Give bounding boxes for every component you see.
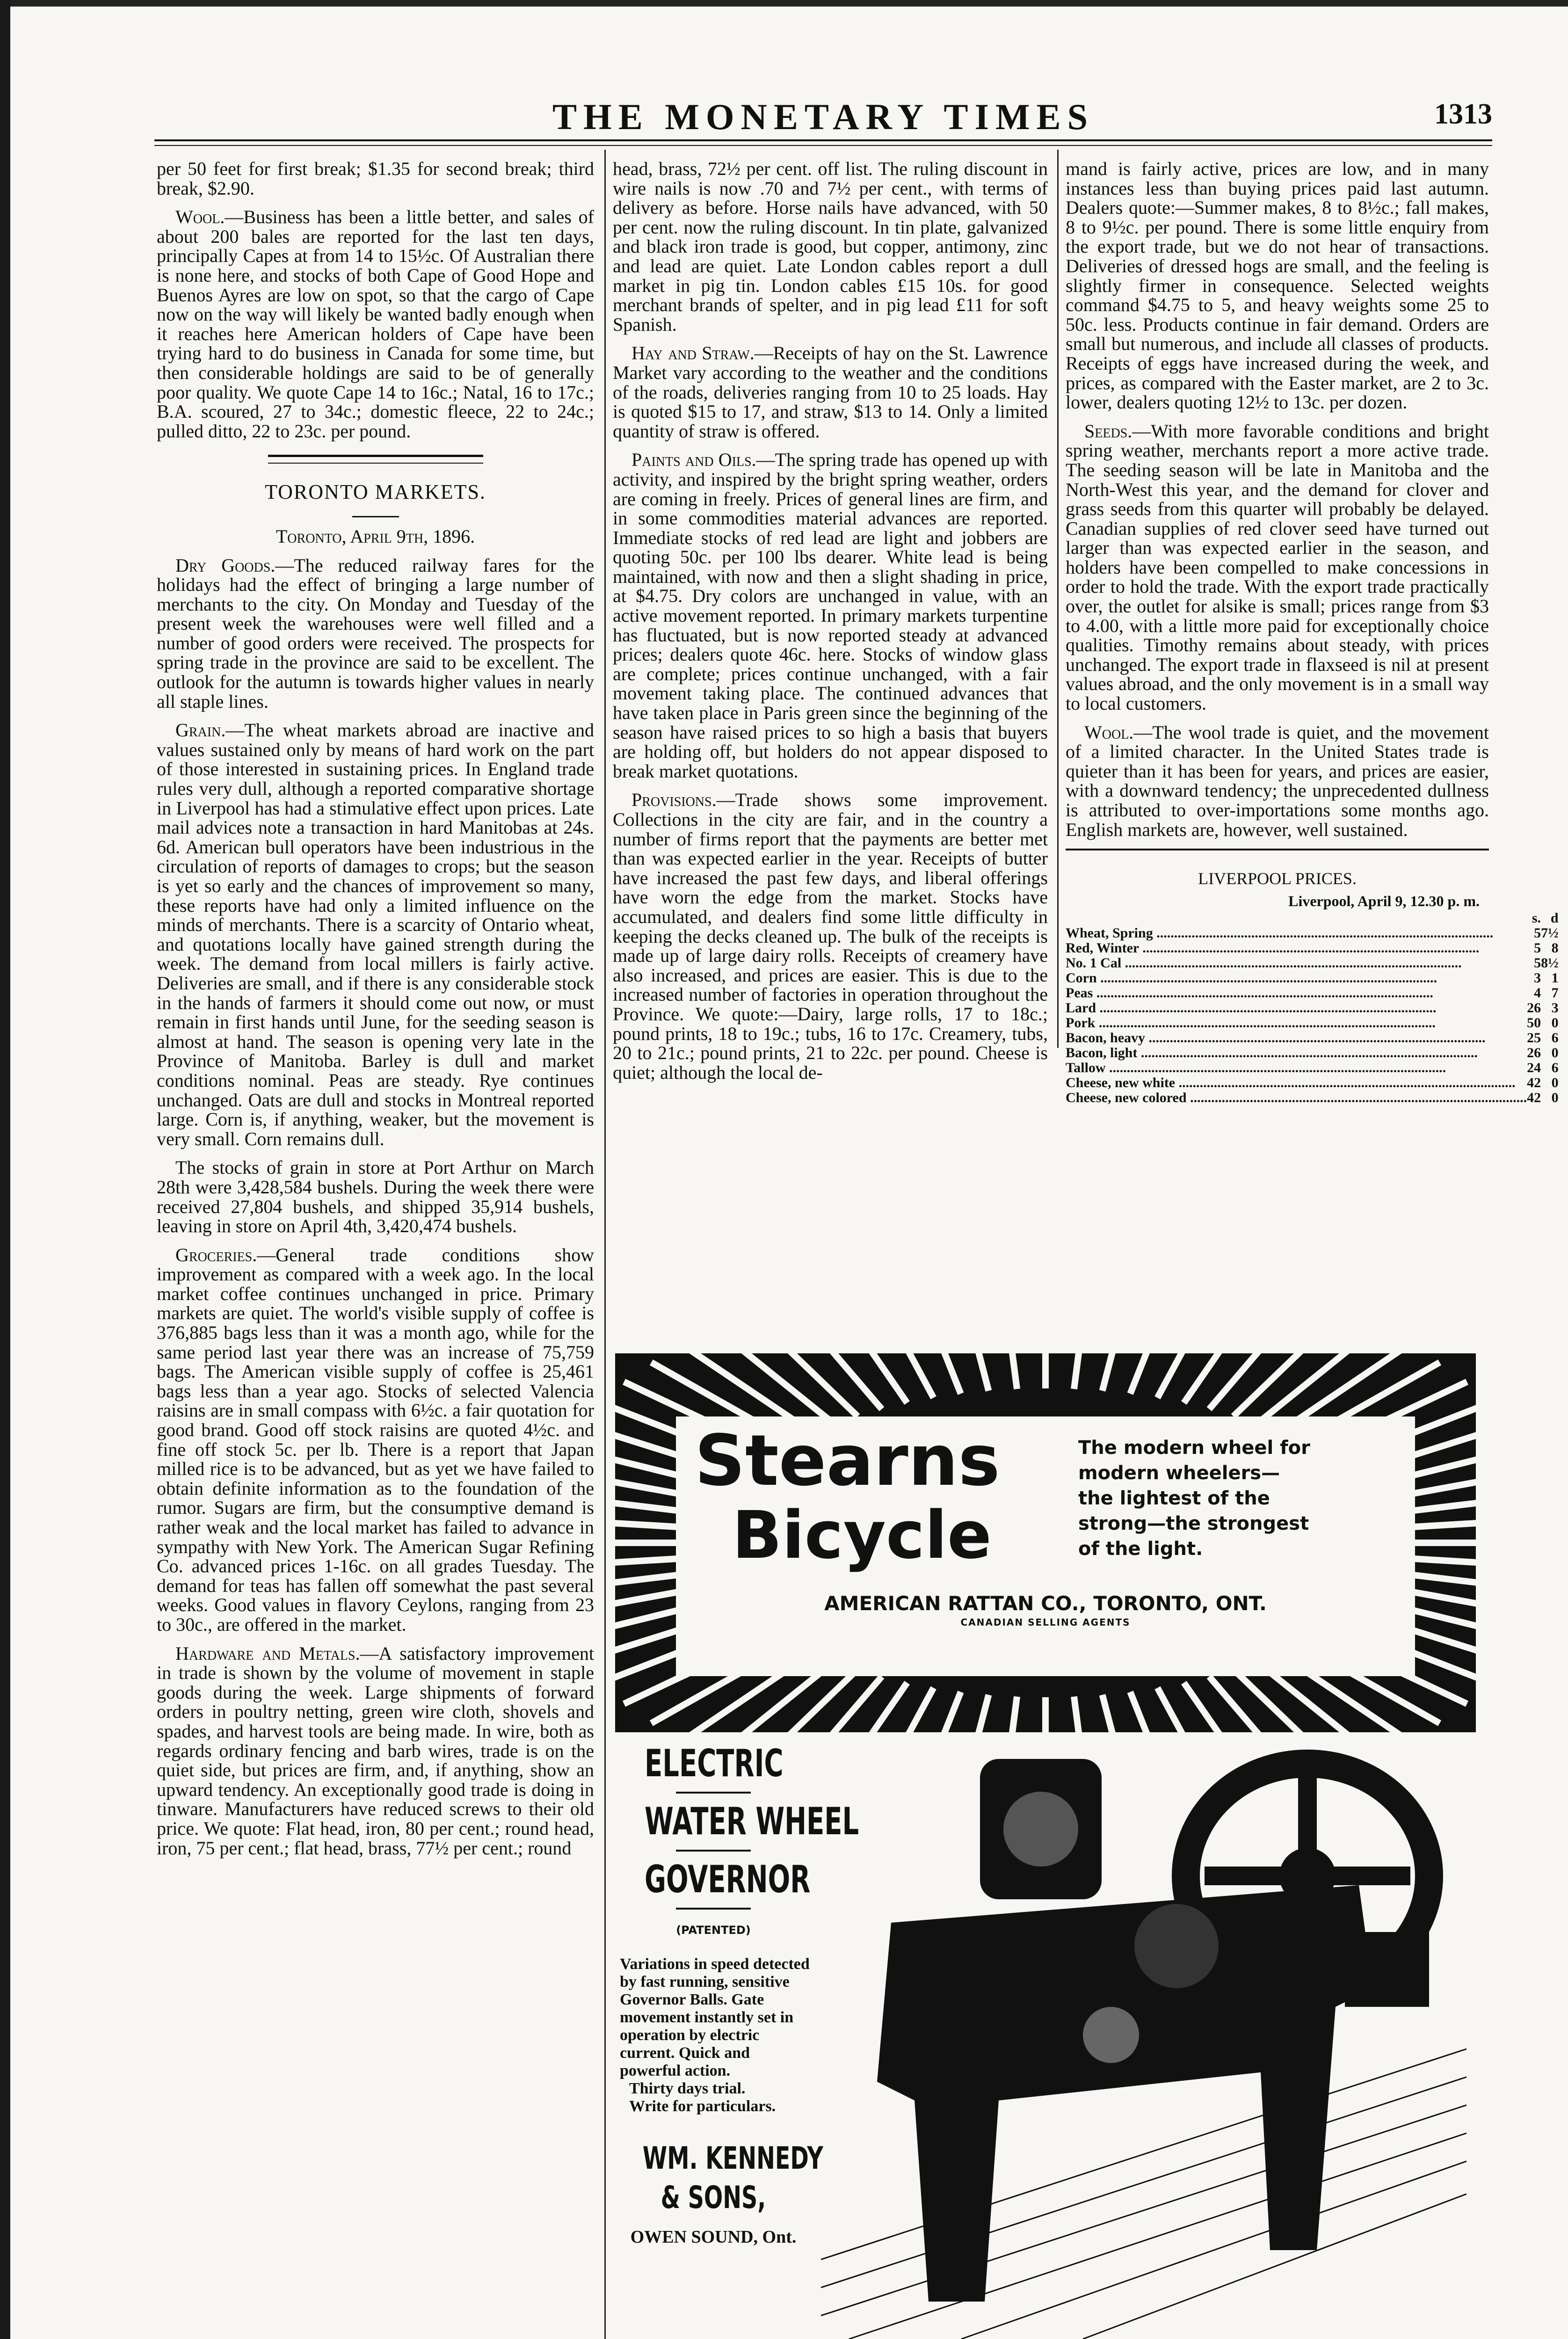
stearns-bicycle-ad <box>615 1353 1476 1732</box>
price-row <box>1066 1016 1559 1031</box>
slogan-line: of the light. <box>1078 1538 1203 1560</box>
header-rule-thin <box>154 145 1492 146</box>
price-shillings: 42 <box>1527 1090 1541 1106</box>
price-item: Bacon, heavy ..... <box>1066 1031 1527 1046</box>
price-pence: 0 <box>1551 1045 1559 1061</box>
price-shillings: 26 <box>1527 1000 1541 1016</box>
brand-bicycle: Bicycle <box>732 1497 992 1574</box>
price-row <box>1066 1075 1559 1090</box>
dateline: Toronto, April 9th, 1896. <box>276 525 475 547</box>
price-row <box>1066 956 1559 971</box>
section-text: —Business has been a little better, and sales of about 200 bales are reported for the last ten days, principally Capes at from 14 to 15½c. Of Australian there is none here, and stocks of both Cape of Good Hope and Buenos Ayres are low on spot, so that the cargo of Cape now on the way will likely be wanted badly enough when it reaches here American holders of Cape have been trying hard to do business in Canada for some time, but then considerable holdings are said to be of generally poor quality. We quote Cape 14 to 16c.; Natal, 16 to 17c.; B.A. scoured, 27 to 34c.; domestic fleece, 22 to 24c.; pulled ditto, 22 to 23c. per pound. <box>157 206 594 442</box>
governor-ad-text <box>615 1740 859 2247</box>
header-rule <box>154 139 1492 141</box>
paragraph-dry-goods <box>157 556 594 712</box>
section-divider <box>1066 849 1489 850</box>
section-head: Wool. <box>1084 721 1134 743</box>
price-item: Lard ..... <box>1066 1001 1527 1016</box>
price-pence: 6 <box>1551 1030 1559 1046</box>
paragraph: mand is fairly active, prices are low, and in many instances less than buying prices paid last autumn. Dealers quote:—Summer makes, 8 to 8½c.; fall makes, 8 to 9½c. per pound. There is some little enquiry from the export trade, but we do not hear of transactions. Deliveries of dressed hogs are small, and the feeling is slightly firmer in consequence. Selected weights command $4.75 to 5, and heavy weights some 25 to 50c. less. Products continue in fair demand. Orders are small but numerous, and include all classes of products. Receipts of eggs have increased during the week, and prices, as compared with the Easter market, are 2 to 3c. lower, dealers quoting 12½ to 13c. per dozen. <box>1066 158 1489 413</box>
section-head: Seeds. <box>1084 420 1132 442</box>
price-shillings: 25 <box>1527 1030 1541 1046</box>
ad-inner-panel <box>676 1416 1415 1676</box>
section-divider <box>268 455 483 464</box>
price-row <box>1066 1001 1559 1016</box>
liverpool-prices-table <box>1066 911 1559 1105</box>
price-row <box>1066 1090 1559 1105</box>
price-item: Red, Winter ..... <box>1066 941 1527 956</box>
paragraph-provisions <box>613 790 1048 1082</box>
ad-rule <box>676 1792 751 1794</box>
paragraph-stocks: The stocks of grain in store at Port Arthur on March 28th were 3,428,584 bushels. During the week there were received 27,804 bushels, and shipped 35,914 bushels, leaving in store on April 4th, 3,420,474 bushels. <box>157 1157 594 1237</box>
firm-name-2: & SONS, <box>661 2179 766 2216</box>
price-item: Peas ..... <box>1066 986 1527 1001</box>
brand-stearns: Stearns <box>695 1420 1000 1502</box>
price-item: Bacon, light ..... <box>1066 1046 1527 1061</box>
column-divider-1 <box>604 150 606 2339</box>
price-shillings: 24 <box>1527 1060 1541 1076</box>
section-text: —The reduced railway fares for the holidays had the effect of bringing a large number of merchants to the city. On Monday and Tuesday of the present week the warehouses were well filled and a number of good orders were received. The prospects for spring trade in the province are said to be excellent. The outlook for the autumn is towards higher values in nearly all staple lines. <box>157 554 594 712</box>
section-head: Paints and Oils. <box>632 449 756 471</box>
ad-line-governor: GOVERNOR <box>645 1858 811 1901</box>
price-shillings: 3 <box>1534 970 1541 986</box>
short-rule <box>352 516 399 517</box>
paragraph-groceries <box>157 1245 594 1634</box>
slogan-line: strong—the strongest <box>1078 1513 1309 1534</box>
paragraph: head, brass, 72½ per cent. off list. The ruling discount in wire nails is now .70 and 7½ per cent., with terms of delivery as before. Horse nails have advanced, with 50 per cent. now the ruling discount. In tin plate, galvanized and black iron trade is good, but copper, antimony, zinc and lead are quiet. Late London cables report a dull market in pig tin. London cables £15 10s. for good merchant brands of spelter, and in pig lead £11 for soft Spanish. <box>613 158 1048 335</box>
price-pence: 0 <box>1551 1015 1559 1031</box>
slogan-line: The modern wheel for <box>1078 1437 1310 1459</box>
price-item: Cheese, new white ..... <box>1066 1075 1527 1090</box>
patented-label: (PATENTED) <box>676 1924 751 1937</box>
paragraph-seeds <box>1066 421 1489 713</box>
toronto-markets-title: TORONTO MARKETS. <box>265 480 486 504</box>
price-pence: 8 <box>1551 940 1559 956</box>
firm-location: OWEN SOUND, Ont. <box>630 2227 797 2247</box>
header-s: s. <box>1532 910 1541 926</box>
section-text: —General trade conditions show improvement as compared with a week ago. In the local market coffee continues unchanged in price. Primary markets are quiet. The world's visible supply of coffee is 376,885 bags less than it was a month ago, while for the same period last year there was an increase of 75,759 bags. The American visible supply of coffee is 25,461 bags less than a year ago. Stocks of selected Valencia raisins are in small compass with 6½c. a fair quotation for good brand. Good off stock raisins are quoted 4½c. and fine off stock 5c. per lb. There is a report that Japan milled rice is to be advanced, but as yet we have failed to obtain definite information as to the foundation of the rumor. Sugars are firm, but the consumptive demand is rather weak and the local market has failed to advance in sympathy with New York. The American Sugar Refining Co. advanced prices 1-16c. on all grades Tuesday. The demand for teas has fallen off somewhat the past several weeks. Good values in flavory Ceylons, ranging from 23 to 30c., are offered in the market. <box>157 1244 594 1635</box>
section-text: —The wool trade is quiet, and the movement of a limited character. In the United States trade is quieter than it has been for years, and prices are easier, with a downward tendency; the unprecedented dullness is attributed to over-importations some months ago. English markets are, however, well sustained. <box>1066 721 1489 840</box>
price-shillings: 26 <box>1527 1045 1541 1061</box>
paragraph-hay <box>613 343 1048 441</box>
price-pence: 6 <box>1551 1060 1559 1076</box>
paragraph-paints <box>613 450 1048 781</box>
paragraph-grain <box>157 720 594 1148</box>
section-text: —With more favorable conditions and bright spring weather, merchants report a more active trade. The seeding season will be late in Manitoba and the North-West this year, and the demand for clover and grass seeds from this quarter will probably be delayed. Canadian supplies of red clover seed have turned out larger than was expected earlier in the season, and holders have been compelled to make concessions in order to hold the trade. With the export trade practically over, the outlet for alsike is small; prices range from $3 to 4.00, with a little more paid for exceptionally choice qualities. Timothy remains about steady, with prices unchanged. The export trade in flaxseed is nil at present values abroad, and the only movement is in a small way to local customers. <box>1066 420 1489 714</box>
binding-edge <box>0 0 10 2339</box>
price-shillings: 4 <box>1534 985 1541 1001</box>
section-head: Provisions. <box>632 789 717 811</box>
firm-name-1: WM. KENNEDY <box>642 2140 823 2176</box>
masthead-title: THE MONETARY TIMES <box>552 96 1094 137</box>
section-text: —Receipts of hay on the St. Lawrence Market vary according to the weather and the conditions of the roads, deliveries ranging from 10 to 25 loads. Hay is quoted $15 to 17, and straw, $13 to 14. Only a limited quantity of straw is offered. <box>613 342 1048 442</box>
section-head: Wool. <box>175 206 225 228</box>
paragraph: per 50 feet for first break; $1.35 for second break; third break, $2.90. <box>157 158 594 199</box>
paragraph-hardware <box>157 1644 594 1858</box>
price-pence: 0 <box>1551 1090 1559 1106</box>
price-shillings: 5 <box>1534 925 1541 941</box>
section-text: —The wheat markets abroad are inactive and values sustained only by means of hard work on the part of those interested in sustaining prices. In England trade rules very dull, although a reported comparative shortage in Liverpool has had a stimulative effect upon prices. Late mail advices note a transaction in hard Manitobas at 24s. 6d. American bull operators have been industrious in the circulation of reports of damages to crops; but the season is yet so early and the chances of improvement so many, these reports have had only a limited influence on the minds of merchants. There is a scarcity of Ontario wheat, and quotations locally have gained strength during the week. The demand from local millers is fairly active. Deliveries are small, and if there is any considerable stock in the hands of farmers it should come out now, or must remain in first hands until June, for the seeding season is almost at hand. The season is opening very late in the Province of Manitoba. Barley is dull and market conditions nominal. Peas are steady. Rye continues unchanged. Oats are dull and stocks in Montreal reported large. Corn is, if anything, weaker, but the movement is very small. Corn remains dull. <box>157 719 594 1149</box>
governor-description: Variations in speed detected by fast running, sensitive Governor Balls. Gate movement instantly set in operation by electric current. Quick and powerful action. <box>620 1955 810 2079</box>
column-2 <box>613 159 1048 1091</box>
price-item: Pork ..... <box>1066 1016 1527 1031</box>
page-number: 1313 <box>1434 98 1492 130</box>
section-text: —A satisfactory improvement in trade is shown by the volume of movement in staple goods during the week. Large shipments of forward orders in poultry netting, green wire cloth, shovels and spades, and harvest tools are being made. In wire, both as regards ordinary fencing and barb wires, trade is on the quiet side, but prices are firm, and, if anything, show an upward tendency. An exceptionally good trade is doing in tinware. Manufacturers have reduced screws to their old price. We quote: Flat head, iron, 80 per cent.; round head, iron, 75 per cent.; flat head, brass, 77½ per cent.; round <box>157 1642 594 1859</box>
price-row <box>1066 1031 1559 1046</box>
section-head: Dry Goods. <box>175 554 276 576</box>
price-shillings: 42 <box>1527 1075 1541 1091</box>
price-item: Corn ..... <box>1066 971 1527 986</box>
trial-note: Thirty days trial. <box>629 2080 746 2097</box>
section-head: Groceries. <box>175 1244 257 1265</box>
liverpool-date: Liverpool, April 9, 12.30 p. m. <box>1288 892 1480 909</box>
price-row <box>1066 926 1559 941</box>
price-row <box>1066 1046 1559 1061</box>
price-item: Wheat, Spring ..... <box>1066 926 1527 941</box>
price-pence: 3 <box>1551 1000 1559 1016</box>
section-text: —Trade shows some improvement. Collections in the city are fair, and in the country a number of firms report that the payments are better met than was expected earlier in the year. Receipts of butter have increased the past few days, and liberal offerings have worn the edge from the market. Stocks have accumulated, and dealers find some little difficulty in keeping the decks cleaned up. The bulk of the receipts is made up of large dairy rolls. Receipts of creamery have also increased, and prices are easier. This is due to the increased number of factories in operation throughout the Province. We quote:—Dairy, large rolls, 17 to 18c.; pound prints, 18 to 19c.; tubs, 16 to 17c. Creamery, tubs, 20 to 21c.; pound prints, 21 to 22c. per pound. Cheese is quiet; although the local de- <box>613 789 1048 1083</box>
price-shillings: 5 <box>1534 940 1541 956</box>
price-shillings: 5 <box>1534 955 1541 971</box>
column-divider-2 <box>1057 150 1059 1048</box>
kennedy-governor-ad <box>615 1740 1476 2339</box>
price-item: Tallow ..... <box>1066 1061 1527 1075</box>
price-pence: 1 <box>1551 970 1559 986</box>
write-note: Write for particulars. <box>629 2098 776 2115</box>
section-head: Hardware and Metals. <box>175 1642 360 1664</box>
table-header-row <box>1066 911 1559 926</box>
selling-agents: CANADIAN SELLING AGENTS <box>960 1617 1131 1628</box>
column-3 <box>1066 158 1559 1106</box>
ad-line-water-wheel: WATER WHEEL <box>645 1800 859 1843</box>
price-row <box>1066 941 1559 956</box>
price-row <box>1066 986 1559 1001</box>
section-text: —The spring trade has opened up with activity, and inspired by the bright spring weather, orders are coming in freely. Prices of general lines are firm, and in some commodities material advances are reported. Immediate stocks of red lead are light and jobbers are quoting 50c. per 100 lbs dearer. White lead is being maintained, with now and then a slight shading in price, at $4.75. Dry colors are unchanged in value, with an active movement reported. In primary markets turpentine has fluctuated, but is now reported steady at advanced prices; dealers quote 46c. here. Stocks of window glass are complete; prices continue unchanged, with a fair movement taking place. The continued advances that have taken place in Paris green since the beginning of the season have raised prices to so high a basis that buyers are holding off, but holders do not appear disposed to break market quotations. <box>613 449 1048 782</box>
ad-rule <box>676 1908 751 1910</box>
price-item: No. 1 Cal ..... <box>1066 956 1527 971</box>
slogan-line: the lightest of the <box>1078 1488 1270 1509</box>
company-name: AMERICAN RATTAN CO., TORONTO, ONT. <box>824 1592 1267 1615</box>
price-pence: 7½ <box>1541 925 1559 941</box>
section-head: Hay and Straw. <box>632 342 755 364</box>
slogan <box>1078 1435 1310 1562</box>
price-pence: 7 <box>1551 985 1559 1001</box>
price-pence: 0 <box>1551 1075 1559 1091</box>
section-head: Grain. <box>175 719 226 741</box>
governor-machine-illustration <box>821 1745 1476 2339</box>
price-row <box>1066 971 1559 986</box>
ad-line-electric: ELECTRIC <box>645 1742 784 1785</box>
ad-rule <box>676 1850 751 1852</box>
price-shillings: 50 <box>1527 1015 1541 1031</box>
paragraph-wool <box>157 207 594 441</box>
liverpool-title: LIVERPOOL PRICES. <box>1198 869 1357 888</box>
header-d: d <box>1550 910 1559 926</box>
slogan-line: modern wheelers— <box>1078 1462 1280 1484</box>
price-row <box>1066 1061 1559 1075</box>
column-1 <box>157 159 594 1867</box>
paragraph-wool-2 <box>1066 723 1489 840</box>
price-item: Cheese, new colored ..... <box>1066 1090 1527 1105</box>
price-pence: 8½ <box>1541 955 1559 971</box>
page-header <box>154 96 1492 137</box>
top-border <box>0 0 1568 7</box>
